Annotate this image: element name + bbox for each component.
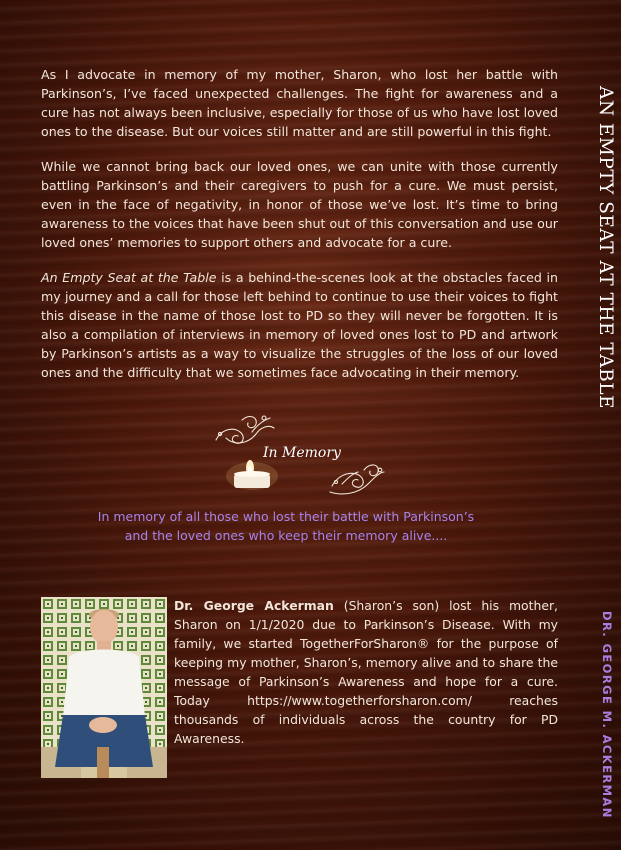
in-memory-label: In Memory <box>263 445 341 461</box>
candle-icon <box>226 460 278 490</box>
author-bio-text: (Sharon’s son) lost his mother, Sharon on 1/1/2020 due to Parkinson’s Disease. With my family, we started TogetherForSharon® for the purpose of keeping my mother, Sharon’s, memory alive and to share the message of Parkinson’s Awareness and hope for a cure. Today https://www.togetherforsharon.com/ reaches thousands of individuals across the country for PD Awareness. <box>174 598 558 746</box>
book-title-reference: An Empty Seat at the Table <box>41 270 217 285</box>
body-paragraph-1: As I advocate in memory of my mother, Sharon, who lost her battle with Parkinson’s, I’ve faced unexpected challenges. The fight for awareness and a cure has not always been inclusive, especially for those of us who have lost loved ones to the disease. But our voices still matter and are still powerful in this fight. <box>41 67 558 139</box>
body-paragraph-3 <box>41 268 558 382</box>
memorial-caption <box>80 507 492 545</box>
flourish-left-icon <box>216 416 274 443</box>
spine-title: AN EMPTY SEAT AT THE TABLE <box>595 86 616 410</box>
author-name: Dr. George Ackerman <box>174 598 334 613</box>
memorial-caption-line-1: In memory of all those who lost their battle with Parkinson’s <box>97 509 475 524</box>
body-paragraph-2: While we cannot bring back our loved ones, we can unite with those currently battling Parkinson’s and their caregivers to push for a cure. We must persist, even in the face of negativity, in honor of those we’ve lost. It’s time to bring awareness to the voices that have been shut out of this conversation and use our loved ones’ memories to support others and advocate for a cure. <box>41 159 558 250</box>
paragraph-3-text: is a behind-the-scenes look at the obstacles faced in my journey and a call for those left behind to continue to use their voices to fight this disease in the name of those lost to PD so they will never be forgotten. It is also a compilation of interviews in memory of loved ones lost to PD and artwork by Parkinson’s artists as a way to visualize the struggles of the loss of our loved ones and the difficulty that we sometimes face advocating in their memory. <box>41 270 558 380</box>
memorial-caption-line-2: and the loved ones who keep their memory alive.... <box>124 528 448 543</box>
flourish-right-icon <box>330 465 384 494</box>
author-bio <box>174 596 558 748</box>
spine-author: DR. GEORGE M. ACKERMAN <box>600 611 614 819</box>
author-photo <box>41 597 167 778</box>
